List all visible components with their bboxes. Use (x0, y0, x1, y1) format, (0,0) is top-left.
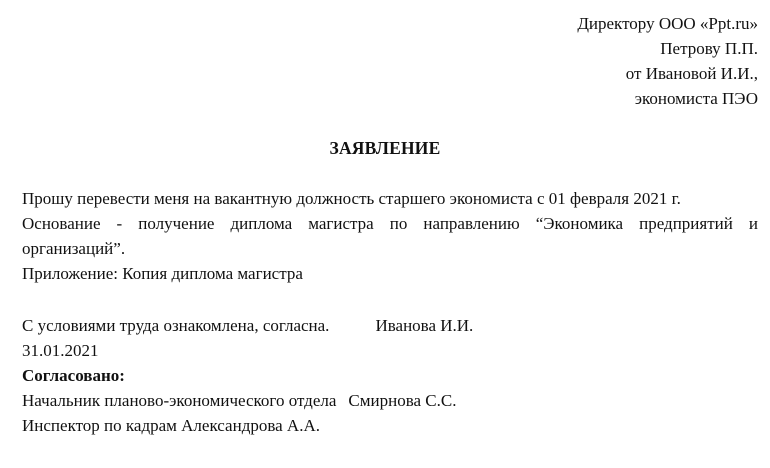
document-footer (22, 313, 473, 438)
approver1-line (22, 388, 473, 413)
attachment-text: Приложение: Копия диплома магистра (22, 264, 303, 283)
acknowledgement-signature: Иванова И.И. (375, 316, 474, 335)
approver2-line: Инспектор по кадрам Александрова А.А. (22, 416, 320, 435)
addressee-block (577, 11, 758, 111)
addressee-line-name: Петрову П.П. (660, 39, 758, 58)
document-title: ЗАЯВЛЕНИЕ (329, 138, 441, 158)
approved-label: Согласовано: (22, 366, 125, 385)
approver1-position: Начальник планово-экономического отдела (22, 391, 337, 410)
basis-text-line2: организаций”. (22, 239, 126, 258)
addressee-line-director: Директору ООО «Ppt.ru» (577, 14, 758, 33)
date-text: 31.01.2021 (22, 341, 99, 360)
approver1-name: Смирнова С.С. (348, 391, 457, 410)
addressee-line-position: экономиста ПЭО (634, 89, 758, 108)
acknowledgement-text: С условиями труда ознакомлена, согласна. (22, 316, 330, 335)
request-text: Прошу перевести меня на вакантную должность старшего экономиста с 01 февраля 2021 г. (22, 189, 681, 208)
addressee-line-from: от Ивановой И.И., (625, 64, 758, 83)
document-body (22, 186, 758, 286)
acknowledgement-line (22, 313, 473, 338)
basis-text-line1: Основание - получение диплома магистра по направлению “Экономика предприятий и (22, 214, 758, 233)
